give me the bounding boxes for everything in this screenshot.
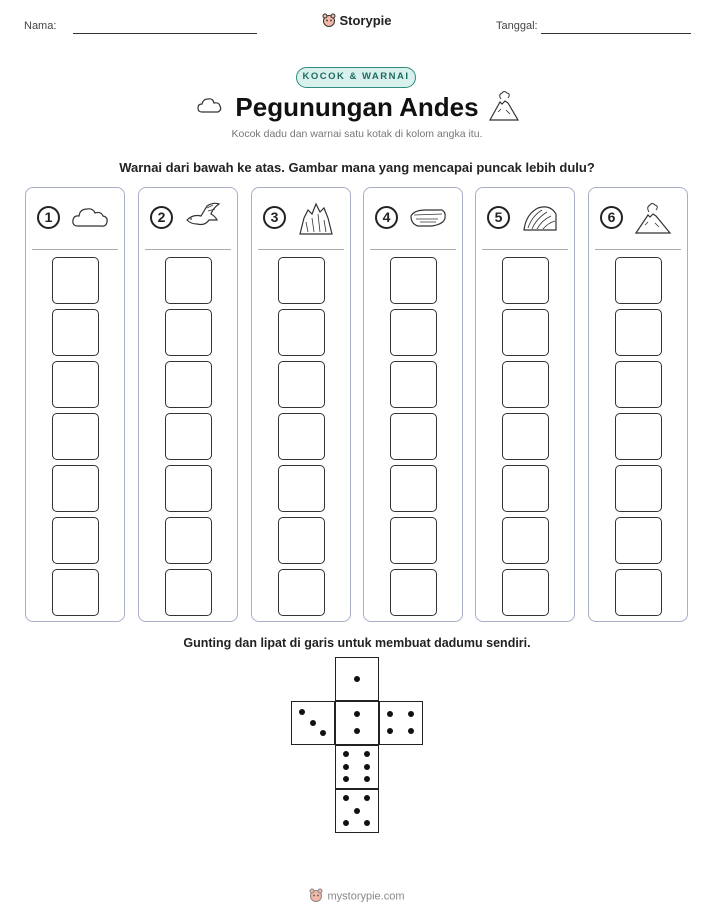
die-pip	[364, 776, 370, 782]
column-divider	[482, 249, 568, 250]
die-pip	[354, 676, 360, 682]
color-box[interactable]	[615, 361, 662, 408]
color-box[interactable]	[52, 465, 99, 512]
column-divider	[258, 249, 344, 250]
column-3	[251, 187, 351, 622]
color-box[interactable]	[278, 517, 325, 564]
brand-name: Storypie	[339, 13, 392, 28]
color-box[interactable]	[278, 465, 325, 512]
column-divider	[595, 249, 681, 250]
color-box[interactable]	[165, 517, 212, 564]
color-box[interactable]	[165, 257, 212, 304]
die-pip	[299, 709, 305, 715]
color-box[interactable]	[390, 569, 437, 616]
color-box[interactable]	[390, 361, 437, 408]
cloud-icon	[70, 200, 110, 236]
die-pip	[354, 711, 360, 717]
color-box[interactable]	[52, 413, 99, 460]
die-pip	[343, 776, 349, 782]
die-pip	[387, 711, 393, 717]
condor-icon	[183, 200, 223, 236]
die-pip	[343, 820, 349, 826]
die-pip	[354, 808, 360, 814]
die-pip	[354, 728, 360, 734]
color-box[interactable]	[278, 569, 325, 616]
color-box[interactable]	[615, 569, 662, 616]
date-line[interactable]	[541, 33, 691, 34]
die-face-6	[335, 745, 379, 789]
die-pip	[320, 730, 326, 736]
layered-rock-icon	[520, 200, 560, 236]
color-box[interactable]	[502, 569, 549, 616]
color-box[interactable]	[390, 465, 437, 512]
color-box[interactable]	[278, 361, 325, 408]
footer-url: mystorypie.com	[327, 890, 405, 903]
date-label: Tanggal:	[496, 20, 538, 32]
color-box[interactable]	[502, 361, 549, 408]
activity-badge: KOCOK & WARNAI	[296, 67, 416, 88]
die-face-2	[335, 701, 379, 745]
color-box[interactable]	[278, 257, 325, 304]
footer	[0, 888, 714, 905]
die-pip	[343, 751, 349, 757]
die-pip	[364, 820, 370, 826]
color-box[interactable]	[615, 257, 662, 304]
column-divider	[145, 249, 231, 250]
color-box[interactable]	[502, 465, 549, 512]
color-box[interactable]	[615, 413, 662, 460]
storypie-logo-icon	[322, 13, 336, 30]
page-subtitle: Kocok dadu dan warnai satu kotak di kolom angka itu.	[231, 128, 483, 140]
color-box[interactable]	[502, 413, 549, 460]
color-box[interactable]	[52, 309, 99, 356]
color-box[interactable]	[615, 517, 662, 564]
color-box[interactable]	[502, 257, 549, 304]
rock-peaks-icon	[296, 200, 336, 236]
column-number: 6	[600, 206, 623, 229]
column-4	[363, 187, 463, 622]
die-face-5	[335, 789, 379, 833]
color-box[interactable]	[165, 413, 212, 460]
brand	[0, 13, 714, 30]
die-pip	[310, 720, 316, 726]
die-pip	[364, 764, 370, 770]
column-6	[588, 187, 688, 622]
column-number: 2	[150, 206, 173, 229]
color-box[interactable]	[165, 309, 212, 356]
page-title: Pegunungan Andes	[235, 92, 479, 122]
color-box[interactable]	[615, 465, 662, 512]
storypie-logo-icon	[309, 888, 323, 905]
color-box[interactable]	[502, 517, 549, 564]
color-box[interactable]	[165, 569, 212, 616]
color-box[interactable]	[390, 257, 437, 304]
die-face-3	[291, 701, 335, 745]
color-box[interactable]	[278, 309, 325, 356]
column-number: 5	[487, 206, 510, 229]
die-pip	[364, 795, 370, 801]
color-box[interactable]	[390, 517, 437, 564]
coloring-instruction: Warnai dari bawah ke atas. Gambar mana yang mencapai puncak lebih dulu?	[119, 160, 595, 175]
die-face-1	[335, 657, 379, 701]
color-box[interactable]	[165, 465, 212, 512]
cut-instruction: Gunting dan lipat di garis untuk membuat dadumu sendiri.	[183, 636, 531, 650]
die-pip	[343, 764, 349, 770]
color-box[interactable]	[52, 569, 99, 616]
name-label: Nama:	[24, 20, 57, 32]
column-5	[475, 187, 575, 622]
color-box[interactable]	[52, 361, 99, 408]
name-line[interactable]	[73, 33, 257, 34]
die-pip	[387, 728, 393, 734]
column-number: 3	[263, 206, 286, 229]
color-box[interactable]	[390, 309, 437, 356]
die-pip	[364, 751, 370, 757]
column-divider	[370, 249, 456, 250]
volcano-icon	[633, 200, 673, 236]
color-box[interactable]	[278, 413, 325, 460]
die-pip	[408, 711, 414, 717]
column-divider	[32, 249, 118, 250]
die-pip	[343, 795, 349, 801]
volcano-icon	[488, 90, 520, 127]
column-2	[138, 187, 238, 622]
die-face-4	[379, 701, 423, 745]
column-number: 1	[37, 206, 60, 229]
column-number: 4	[375, 206, 398, 229]
slab-stone-icon	[408, 200, 448, 236]
die-pip	[408, 728, 414, 734]
color-box[interactable]	[615, 309, 662, 356]
color-box[interactable]	[390, 413, 437, 460]
column-1	[25, 187, 125, 622]
color-box[interactable]	[502, 309, 549, 356]
color-box[interactable]	[52, 257, 99, 304]
color-box[interactable]	[52, 517, 99, 564]
color-box[interactable]	[165, 361, 212, 408]
